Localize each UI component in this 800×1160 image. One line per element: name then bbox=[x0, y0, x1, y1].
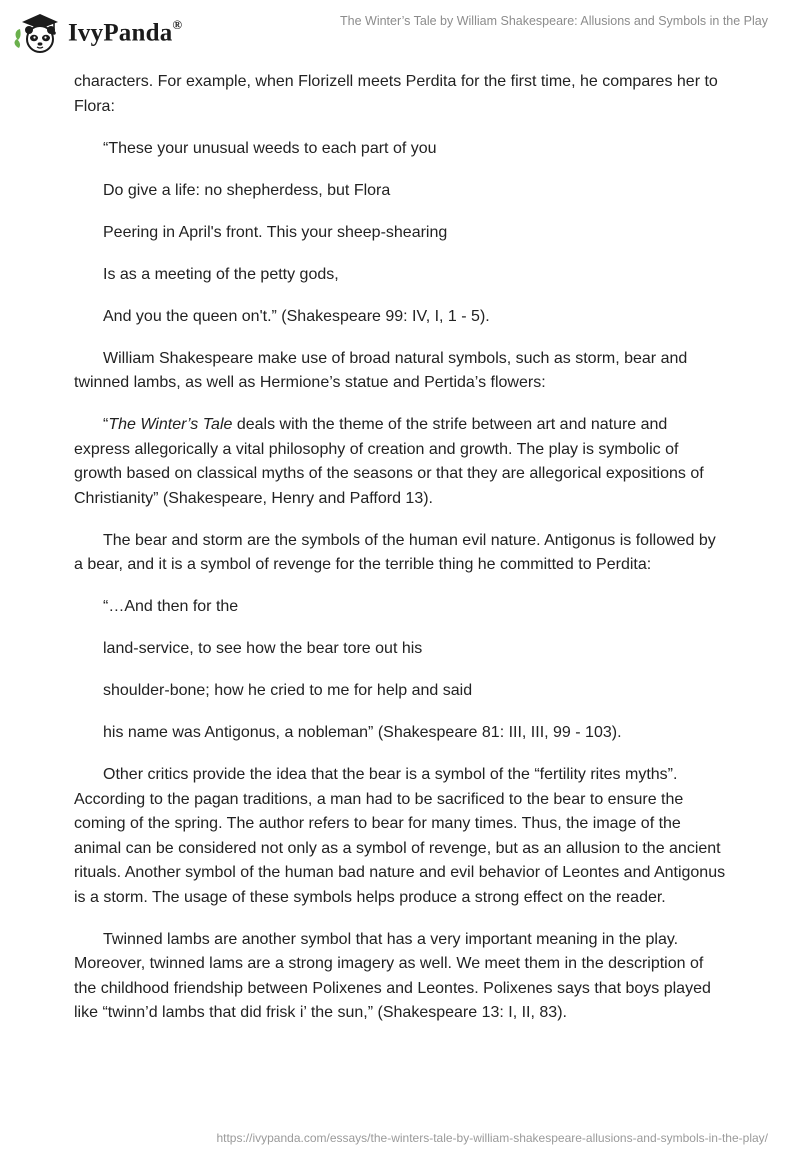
page-header bbox=[0, 0, 800, 70]
quote-line: “…And then for the bbox=[103, 598, 239, 615]
block-quote-paragraph bbox=[74, 413, 726, 511]
document-title: The Winter’s Tale by William Shakespeare: Allusions and Symbols in the Play bbox=[340, 14, 768, 28]
quote-line: land-service, to see how the bear tore out his bbox=[103, 640, 423, 657]
essay-body bbox=[74, 70, 726, 1043]
quote-line: Peering in April's front. This your sheep-shearing bbox=[103, 223, 448, 241]
paragraph: William Shakespeare make use of broad natural symbols, such as storm, bear and twinned lambs, as well as Hermione’s statue and Pertida’s flowers: bbox=[74, 349, 688, 391]
quote-open-mark: “ bbox=[103, 416, 109, 433]
ivypanda-logo[interactable] bbox=[14, 10, 182, 56]
paragraph: Twinned lambs are another symbol that has a very important meaning in the play. Moreover, twinned lams are a strong imagery as well. We meet them in the description of the childhood friendship between Polixenes and Leontes. Polixenes says that boys played like “twinn’d lambs that did frisk i’ the sun,” (Shakespeare 13: I, II, 83). bbox=[74, 930, 711, 1021]
quote-line: shoulder-bone; how he cried to me for help and said bbox=[103, 682, 473, 699]
play-title-italic: The Winter’s Tale bbox=[108, 416, 233, 433]
paragraph-continuation: characters. For example, when Florizell meets Perdita for the first time, he compares her to Flora: bbox=[74, 73, 718, 115]
paragraph: The bear and storm are the symbols of the human evil nature. Antigonus is followed by a bear, and it is a symbol of revenge for the terrible thing he committed to Perdita: bbox=[74, 531, 716, 573]
quote-line: And you the queen on't.” (Shakespeare 99: IV, I, 1 - 5). bbox=[103, 307, 490, 325]
quote-line: Do give a life: no shepherdess, but Flora bbox=[103, 181, 391, 199]
quote-line: Is as a meeting of the petty gods, bbox=[103, 265, 339, 283]
source-url[interactable]: https://ivypanda.com/essays/the-winters-tale-by-william-shakespeare-allusions-and-symbols-in-the-play/ bbox=[216, 1131, 768, 1145]
panda-graduate-icon bbox=[14, 10, 62, 56]
paragraph: Other critics provide the idea that the bear is a symbol of the “fertility rites myths”. According to the pagan traditions, a man had to be sacrificed to the bear to ensure the coming of the spring. The author refers to bear for many times. Thus, the image of the animal can be considered not only as a symbol of revenge, but as an allusion to the ancient rituals. Another symbol of the human bad nature and evil behavior of Leontes and Antigonus is a storm. The usage of these symbols helps produce a strong effect on the reader. bbox=[74, 766, 726, 906]
quote-line: his name was Antigonus, a nobleman” (Shakespeare 81: III, III, 99 - 103). bbox=[103, 724, 622, 741]
quote-line: “These your unusual weeds to each part of you bbox=[103, 139, 437, 157]
quote-text: deals with the theme of the strife between art and nature and express allegorically a vital philosophy of creation and growth. The play is symbolic of growth based on classical myths of the seasons or that they are allegorical expositions of Christianity” (Shakespeare, Henry and Pafford 13). bbox=[74, 416, 704, 507]
logo-wordmark: IvyPanda® bbox=[68, 16, 183, 47]
